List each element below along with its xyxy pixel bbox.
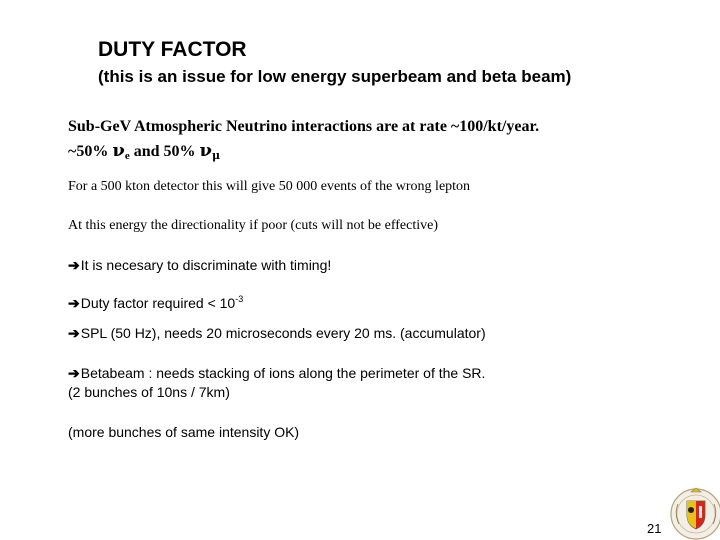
- arrow-icon: ➔: [68, 257, 80, 273]
- rate-statement: Sub-GeV Atmospheric Neutrino interactions are at rate ~100/kt/year.: [68, 118, 540, 135]
- arrow-icon: ➔: [68, 295, 80, 311]
- bullet-duty-factor: [68, 294, 243, 312]
- arrow-icon: ➔: [68, 325, 80, 341]
- arrow-icon: ➔: [68, 365, 80, 381]
- bullet-spl: [68, 325, 486, 342]
- directionality-statement: At this energy the directionality if poor (cuts will not be effective): [68, 218, 438, 233]
- flavor-split: [68, 140, 220, 162]
- wrong-lepton-statement: For a 500 kton detector this will give 50 000 events of the wrong lepton: [68, 179, 471, 194]
- nu-e-symbol: ν: [112, 140, 125, 161]
- page-subtitle: (this is an issue for low energy superbeam and beta beam): [98, 67, 572, 86]
- bullet-spl-text: SPL (50 Hz), needs 20 microseconds every 20 ms. (accumulator): [80, 325, 486, 341]
- bullet-timing-text: It is necesary to discriminate with timing!: [80, 257, 332, 273]
- bullet-duty-text: Duty factor required < 10: [80, 295, 236, 311]
- page-number: 21: [647, 521, 662, 536]
- bullet-betabeam: [68, 365, 485, 382]
- bullet-timing: [68, 257, 331, 274]
- nu-mu-subscript: μ: [212, 149, 221, 162]
- bullet-betabeam-text: Betabeam : needs stacking of ions along the perimeter of the SR.: [80, 365, 486, 381]
- flavor-prefix: ~50%: [68, 143, 113, 160]
- university-seal-icon: [666, 484, 720, 540]
- flavor-and: and 50%: [129, 143, 200, 160]
- bunches-note: (more bunches of same intensity OK): [68, 424, 300, 440]
- page-title: DUTY FACTOR: [98, 38, 247, 61]
- duty-exponent: -3: [235, 294, 244, 304]
- bullet-betabeam-detail: (2 bunches of 10ns / 7km): [68, 384, 230, 400]
- nu-e-subscript: e: [124, 150, 130, 162]
- nu-mu-symbol: ν: [199, 140, 213, 161]
